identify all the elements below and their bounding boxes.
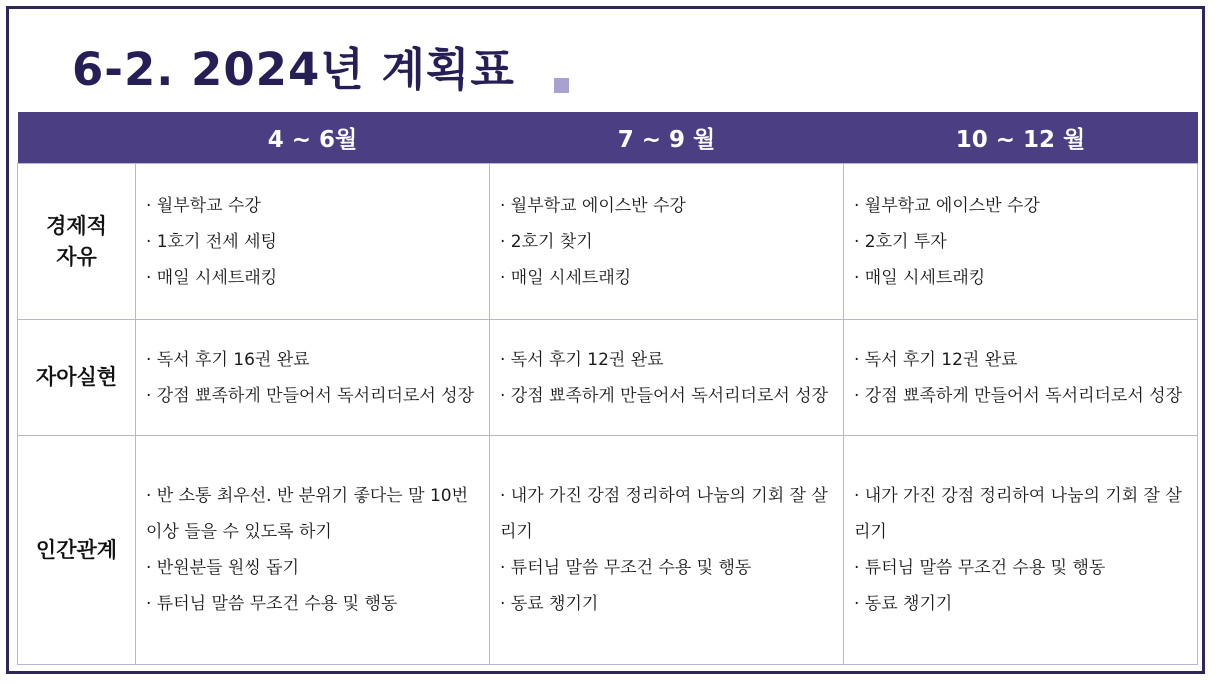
plan-item: · 강점 뾰족하게 만들어서 독서리더로서 성장 bbox=[854, 385, 1183, 406]
row-header-self-realization bbox=[18, 320, 136, 436]
plan-item: · 동료 챙기기 bbox=[500, 594, 599, 614]
cell-relationships-q2 bbox=[136, 436, 490, 665]
row-label: 경제적 자유 bbox=[46, 213, 107, 269]
plan-item: · 1호기 전세 세팅 bbox=[146, 231, 277, 252]
plan-item: · 튜터님 말씀 무조건 수용 및 행동 bbox=[146, 594, 398, 614]
page-title: 6-2. 2024년 계획표 bbox=[72, 43, 515, 96]
row-relationships bbox=[18, 436, 1198, 665]
plan-item: · 강점 뾰족하게 만들어서 독서리더로서 성장 bbox=[500, 385, 829, 406]
cell-economic-q4 bbox=[844, 164, 1198, 320]
row-economic-freedom bbox=[18, 164, 1198, 320]
plan-item: · 매일 시세트래킹 bbox=[854, 267, 986, 288]
plan-item: · 튜터님 말씀 무조건 수용 및 행동 bbox=[854, 558, 1106, 578]
title-accent-square bbox=[554, 78, 569, 93]
plan-item: · 내가 가진 강점 정리하여 나눔의 기회 잘 살리기 bbox=[854, 486, 1182, 542]
plan-item: · 독서 후기 12권 완료 bbox=[854, 349, 1018, 370]
plan-item: · 매일 시세트래킹 bbox=[146, 267, 278, 288]
row-self-realization bbox=[18, 320, 1198, 436]
plan-item: · 월부학교 수강 bbox=[146, 195, 261, 216]
plan-table bbox=[17, 112, 1198, 665]
plan-item: · 월부학교 에이스반 수강 bbox=[500, 195, 686, 216]
column-header-q3: 7 ~ 9 월 bbox=[490, 112, 844, 164]
cell-self-q3 bbox=[490, 320, 844, 436]
row-header-relationships bbox=[18, 436, 136, 665]
cell-economic-q2 bbox=[136, 164, 490, 320]
column-header-q2: 4 ~ 6월 bbox=[136, 112, 490, 164]
corner-header bbox=[18, 112, 136, 164]
plan-item: · 독서 후기 16권 완료 bbox=[146, 349, 310, 370]
cell-relationships-q3 bbox=[490, 436, 844, 665]
row-label: 인간관계 bbox=[35, 537, 118, 562]
plan-item: · 강점 뾰족하게 만들어서 독서리더로서 성장 bbox=[146, 385, 475, 406]
plan-item: · 반 소통 최우선. 반 분위기 좋다는 말 10번 이상 들을 수 있도록 하기 bbox=[146, 486, 468, 542]
plan-item: · 반원분들 원씽 돕기 bbox=[146, 558, 299, 578]
cell-self-q4 bbox=[844, 320, 1198, 436]
plan-item: · 독서 후기 12권 완료 bbox=[500, 349, 664, 370]
plan-item: · 튜터님 말씀 무조건 수용 및 행동 bbox=[500, 558, 752, 578]
plan-item: · 내가 가진 강점 정리하여 나눔의 기회 잘 살리기 bbox=[500, 486, 828, 542]
row-header-economic-freedom bbox=[18, 164, 136, 320]
cell-economic-q3 bbox=[490, 164, 844, 320]
plan-item: · 2호기 찾기 bbox=[500, 231, 593, 252]
row-label: 자아실현 bbox=[35, 365, 118, 389]
column-header-q4: 10 ~ 12 월 bbox=[844, 112, 1198, 164]
plan-item: · 매일 시세트래킹 bbox=[500, 267, 632, 288]
cell-self-q2 bbox=[136, 320, 490, 436]
plan-item: · 동료 챙기기 bbox=[854, 594, 953, 614]
header-row bbox=[18, 112, 1198, 164]
cell-relationships-q4 bbox=[844, 436, 1198, 665]
plan-item: · 2호기 투자 bbox=[854, 231, 947, 252]
plan-item: · 월부학교 에이스반 수강 bbox=[854, 195, 1040, 216]
